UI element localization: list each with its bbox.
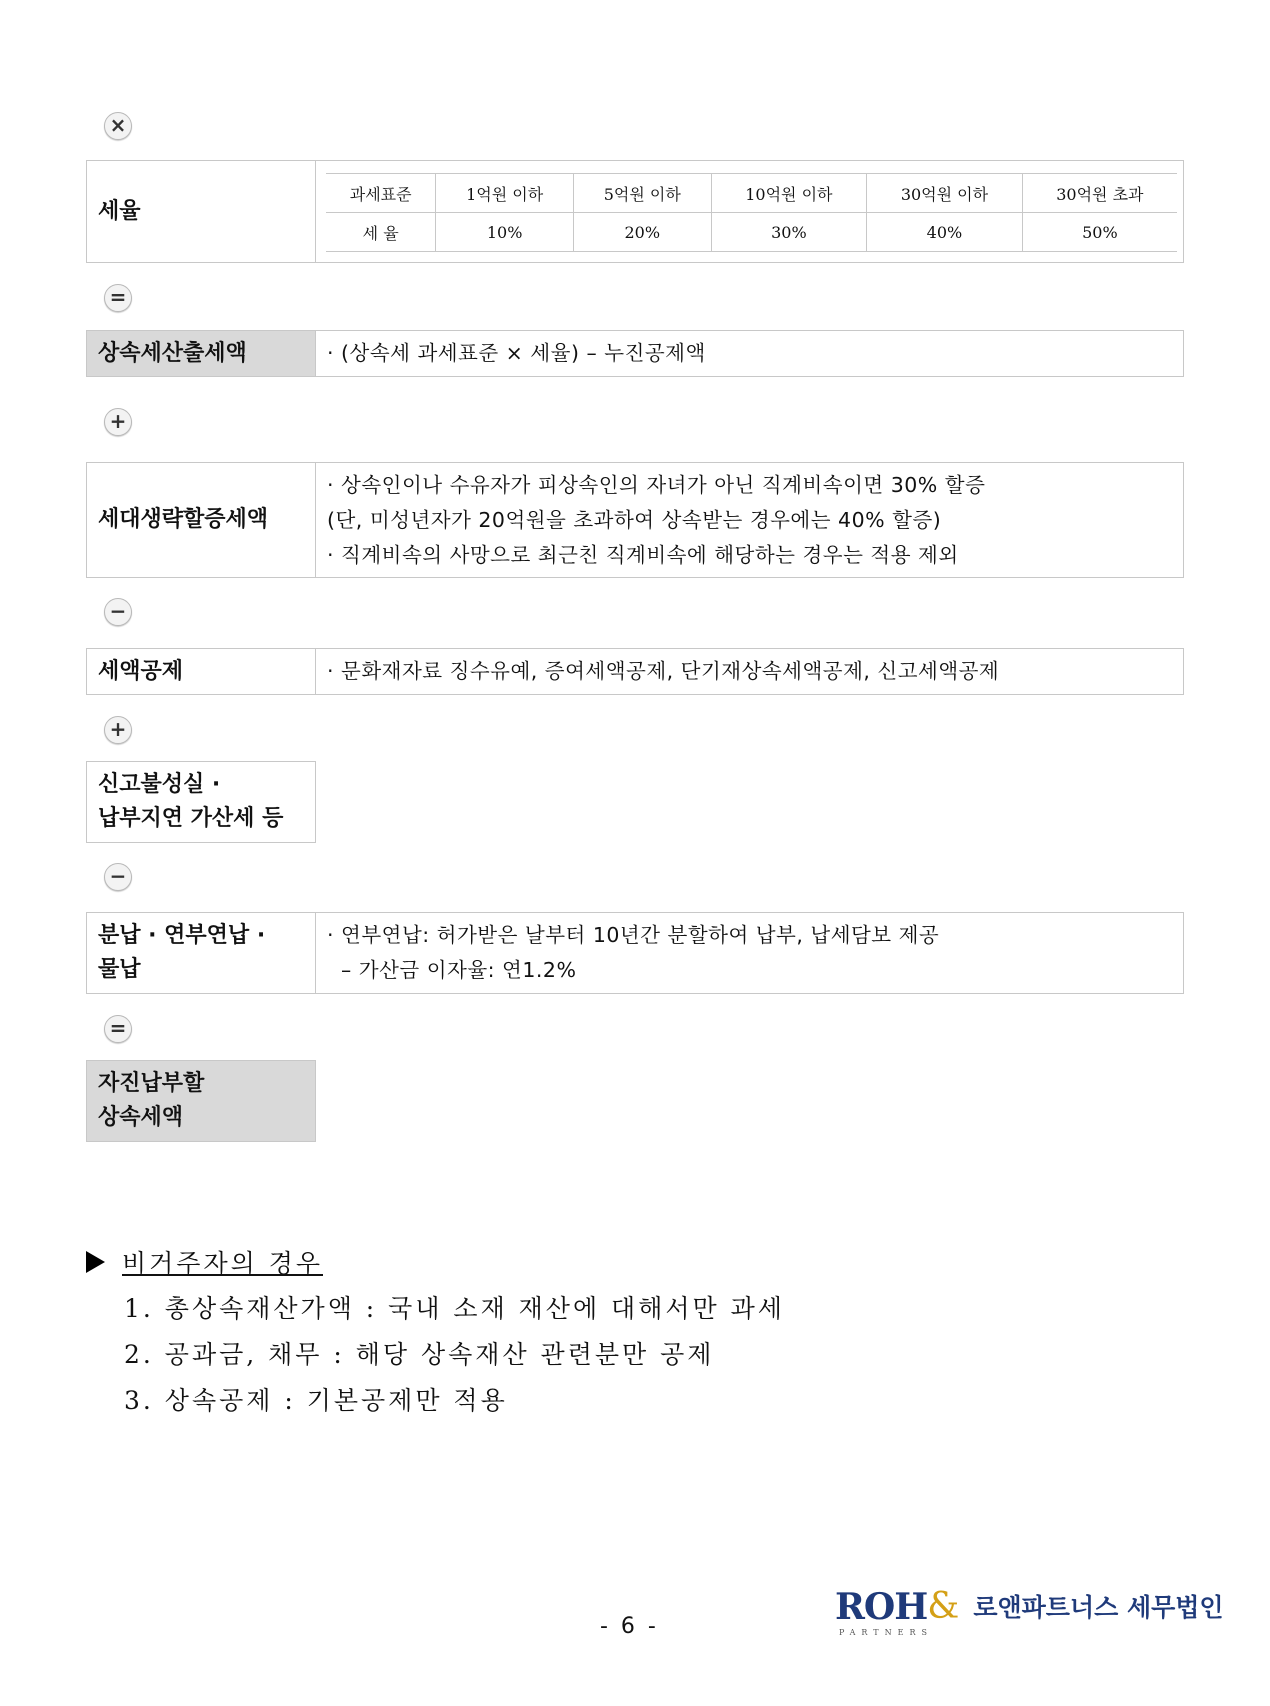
table-cell: 30억원 이하 <box>867 174 1023 213</box>
company-logo <box>835 1586 1224 1637</box>
tax-credit-row <box>86 648 1184 695</box>
calculated-tax-label: 상속세산출세액 <box>87 331 316 376</box>
label-line: 상속세액 <box>98 1105 184 1130</box>
minus-icon: − <box>104 863 132 891</box>
tax-rate-header-row <box>326 174 1177 213</box>
table-cell: 1억원 이하 <box>436 174 574 213</box>
nonresident-section <box>86 1244 785 1424</box>
logo-subtext: PARTNERS <box>839 1628 933 1637</box>
triangle-bullet-icon <box>86 1251 105 1273</box>
generation-skip-label: 세대생략할증세액 <box>87 463 316 577</box>
table-cell: 30% <box>711 213 867 252</box>
list-item: 1. 총상속재산가액 : 국내 소재 재산에 대해서만 과세 <box>124 1294 785 1323</box>
list-item: 2. 공과금, 채무 : 해당 상속재산 관련분만 공제 <box>124 1340 715 1369</box>
tax-rate-table <box>326 173 1177 252</box>
tax-rate-value-row <box>326 213 1177 252</box>
logo-company-name: 로앤파트너스 세무법인 <box>973 1593 1224 1622</box>
installment-label <box>87 913 316 993</box>
table-cell: 50% <box>1022 213 1177 252</box>
final-tax-label <box>86 1060 316 1142</box>
logo-mark: ROH <box>835 1586 928 1628</box>
tax-rate-table-wrap <box>316 161 1183 262</box>
table-cell: 5억원 이하 <box>573 174 711 213</box>
label-line: 분납 · 연부연납 · <box>98 923 266 948</box>
multiply-icon: × <box>104 112 132 140</box>
table-cell: 40% <box>867 213 1023 252</box>
nonresident-heading <box>86 1244 785 1280</box>
table-cell: 20% <box>573 213 711 252</box>
label-line: 자진납부할 <box>98 1071 205 1096</box>
plus-icon: + <box>104 408 132 436</box>
tax-rate-row <box>86 160 1184 263</box>
minus-icon: − <box>104 598 132 626</box>
nonresident-title: 비거주자의 경우 <box>122 1249 323 1278</box>
text-line: · 직계비속의 사망으로 최근친 직계비속에 해당하는 경우는 적용 제외 <box>327 542 959 567</box>
penalty-label <box>86 761 316 843</box>
generation-skip-row <box>86 462 1184 578</box>
logo-ampersand: & <box>927 1586 960 1627</box>
label-line: 납부지연 가산세 등 <box>98 806 284 831</box>
tax-rate-label: 세율 <box>87 161 316 262</box>
generation-skip-text <box>316 463 1183 577</box>
label-line: 물납 <box>98 957 141 982</box>
installment-text <box>316 913 1183 993</box>
text-line: · 연부연납: 허가받은 날부터 10년간 분할하여 납부, 납세담보 제공 <box>327 923 940 947</box>
text-line: · 상속인이나 수유자가 피상속인의 자녀가 아닌 직계비속이면 30% 할증 <box>327 472 986 497</box>
page-number: - 6 - <box>600 1614 659 1639</box>
list-item: 3. 상속공제 : 기본공제만 적용 <box>124 1386 508 1415</box>
label-line: 신고불성실 · <box>98 772 221 797</box>
equals-icon: = <box>104 1015 132 1043</box>
table-cell: 10억원 이하 <box>711 174 867 213</box>
calculated-tax-text: · (상속세 과세표준 × 세율) – 누진공제액 <box>327 341 706 365</box>
equals-icon: = <box>104 284 132 312</box>
installment-row <box>86 912 1184 994</box>
text-line: (단, 미성년자가 20억원을 초과하여 상속받는 경우에는 40% 할증) <box>327 507 942 532</box>
table-cell: 30억원 초과 <box>1022 174 1177 213</box>
table-cell: 10% <box>436 213 574 252</box>
tax-credit-label: 세액공제 <box>87 649 316 694</box>
table-cell: 과세표준 <box>326 174 436 213</box>
text-line: – 가산금 이자율: 연1.2% <box>327 958 577 982</box>
calculated-tax-row <box>86 330 1184 377</box>
tax-credit-text: · 문화재자료 징수유예, 증여세액공제, 단기재상속세액공제, 신고세액공제 <box>327 659 1000 683</box>
plus-icon: + <box>104 716 132 744</box>
table-cell: 세 율 <box>326 213 436 252</box>
